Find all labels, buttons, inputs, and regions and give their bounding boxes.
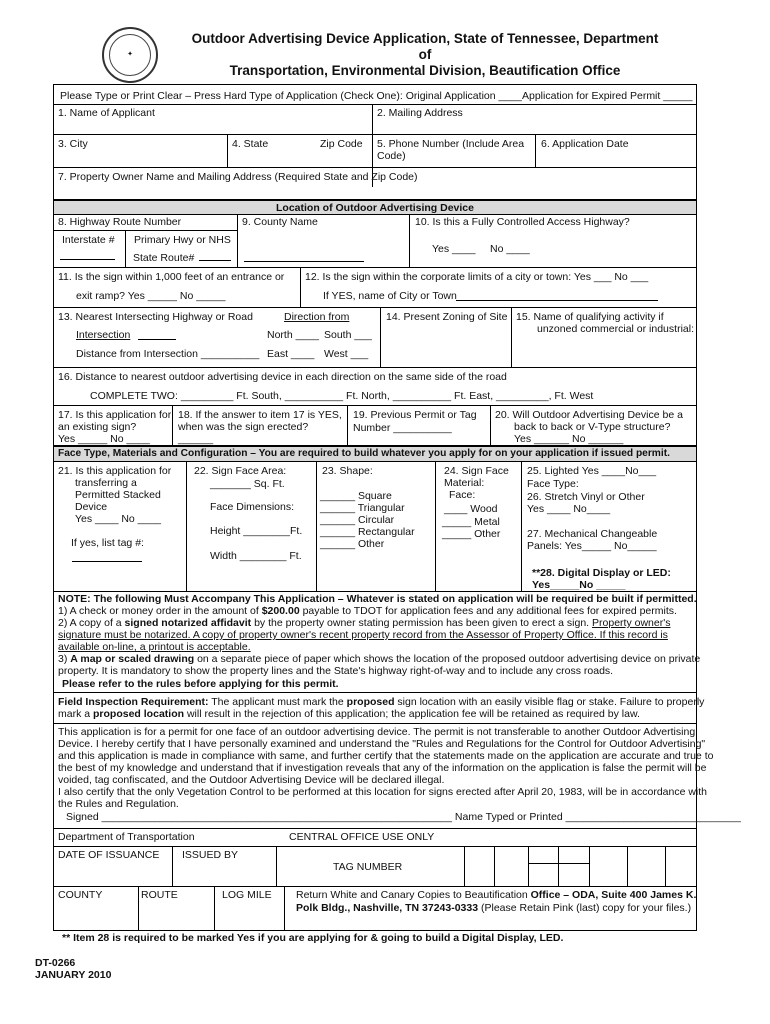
note-1a: 1) A check or money order in the amount of (58, 605, 262, 617)
transfer-tag-number[interactable]: If yes, list tag #: (71, 537, 144, 549)
fi-d: sign location with an easily visible flag or stake. Failure to properly (394, 696, 705, 708)
cert-line-5: voided, tag confiscated, and the Outdoor Advertising Device will be declared illegal. (58, 774, 445, 786)
field-digital-display: **28. Digital Display or LED: (532, 567, 671, 579)
existing-sign-yes-no[interactable]: Yes _____ No ____ (58, 433, 150, 445)
office-date-issuance[interactable]: DATE OF ISSUANCE (58, 849, 160, 861)
field-sign-face-material: 24. Sign Face (444, 465, 509, 477)
field-nearest-highway: 13. Nearest Intersecting Highway or Road (58, 311, 253, 323)
f21-line-4: Device (75, 501, 108, 513)
signature-line[interactable]: Signed ____________________________________________________________ Name Typed or Printed ______________________________ (66, 811, 741, 823)
cert-line-1: This application is for a permit for one face of an outdoor advertising device. The permit is not transferable to another Outdoor Advertising (58, 726, 696, 738)
ret-1a: Return White and Canary Copies to Beautification (296, 889, 531, 901)
ret-2b: (Please Retain Pink (last) copy for your files.) (478, 902, 692, 914)
field-name-of-applicant[interactable]: 1. Name of Applicant (58, 107, 155, 119)
title-line-2: Transportation, Environmental Division, Beautification Office (229, 63, 621, 78)
seal-emblem: ✦ (109, 34, 151, 76)
field-stretch-vinyl: 26. Stretch Vinyl or Other (527, 491, 645, 503)
face-heading: Face Type, Materials and Configuration – You are required to build whatever you apply for on your application if issued permit. (58, 448, 670, 459)
field-previous-permit: 19. Previous Permit or Tag (353, 409, 477, 421)
note-item-3 (58, 653, 700, 665)
face-width[interactable]: Width ________ Ft. (210, 550, 302, 562)
form-id: DT-0266 (35, 957, 76, 969)
office-tag-number[interactable]: TAG NUMBER (333, 861, 403, 873)
title-line-1: Outdoor Advertising Device Application, State of Tennessee, Department of (191, 31, 659, 62)
direction-west[interactable]: West ___ (324, 348, 369, 360)
field-primary-hwy[interactable]: Primary Hwy or NHS (134, 234, 231, 246)
face-type-label: Face Type: (527, 478, 579, 490)
field-state-route[interactable]: State Route# (133, 252, 195, 264)
controlled-access-no[interactable]: No ____ (490, 243, 530, 255)
cert-line-2: Device. I hereby certify that I have personally examined and understand the "Rules and Regulations for the Control for Outdoor Advertising" (58, 738, 706, 750)
note-item-2-line-3: available on-line, a printout is acceptable. (58, 641, 251, 653)
f21-line-2: transferring a (75, 477, 137, 489)
direction-east[interactable]: East ____ (267, 348, 315, 360)
distance-complete-two[interactable]: COMPLETE TWO: _________ Ft. South, __________ Ft. North, __________ Ft. East, _________, Ft. West (90, 390, 594, 402)
field-application-date[interactable]: 6. Application Date (541, 138, 629, 150)
application-form (53, 84, 741, 931)
form-date: JANUARY 2010 (35, 969, 112, 981)
office-dept: Department of Transportation (58, 831, 195, 843)
digital-display-yes-no[interactable]: Yes_____No _____ (532, 579, 626, 591)
shape-other[interactable]: ______ Other (320, 538, 385, 550)
fi-e: mark a (58, 708, 94, 720)
direction-south[interactable]: South ___ (324, 329, 372, 341)
location-heading: Location of Outdoor Advertising Device (276, 202, 474, 214)
footnote: ** Item 28 is required to be marked Yes if you are applying for & going to build a Digital Display, LED. (62, 932, 564, 944)
note-2a: 2) A copy of a (58, 617, 125, 629)
field-corporate-limits[interactable]: 12. Is the sign within the corporate limits of a city or town: Yes ___ No ___ (305, 271, 649, 283)
field-county-name[interactable]: 9. County Name (242, 216, 318, 228)
note-heading: NOTE: The following Must Accompany This Application – Whatever is stated on application will be required be built if permitted. (58, 593, 697, 605)
material-other[interactable]: _____ Other (442, 528, 501, 540)
field-transfer-stacked: 21. Is this application for (58, 465, 172, 477)
field-back-to-back: 20. Will Outdoor Advertising Device be a (495, 409, 683, 421)
page-title (190, 31, 660, 79)
intersection-label[interactable]: Intersection (76, 329, 131, 341)
cert-line-4: the best of my knowledge and understand that if investigation reveals that any of the information on the application is false the permit will be (58, 762, 707, 774)
face-height[interactable]: Height ________Ft. (210, 525, 303, 537)
field-city[interactable]: 3. City (58, 138, 88, 150)
shape-square[interactable]: ______ Square (320, 490, 392, 502)
field-lighted[interactable]: 25. Lighted Yes ____No___ (527, 465, 657, 477)
note-map: A map or scaled drawing (70, 653, 195, 665)
field-distance-nearest: 16. Distance to nearest outdoor advertising device in each direction on the same side of the road (58, 371, 507, 383)
state-seal (102, 27, 158, 83)
office-county[interactable]: COUNTY (58, 889, 103, 901)
field-controlled-access: 10. Is this a Fully Controlled Access Highway? (415, 216, 630, 228)
cert-line-6: I also certify that the only Vegetation Control to be performed at this location for signs erected after April 20, 1983, will be in accordance with (58, 786, 708, 798)
note-2d: Property owner's (592, 617, 671, 629)
fi-c: proposed (346, 696, 395, 708)
cert-line-3: and this application is made in compliance with same, and further certify that the statements made on the application are accurate and true to (58, 750, 714, 762)
fi-b: The applicant must mark the (208, 696, 347, 708)
field-within-1000ft: 11. Is the sign within 1,000 feet of an entrance or (58, 271, 285, 283)
field-phone-number[interactable]: 5. Phone Number (Include Area (377, 138, 525, 150)
ret-1b: Office – ODA, Suite 400 James K. (530, 889, 697, 901)
fi-g: will result in the rejection of this application; the application fee will be retained as required by law. (184, 708, 640, 720)
previous-permit-number[interactable]: Number __________ (353, 422, 452, 434)
field-sign-erected-2: when was the sign erected? (178, 421, 309, 433)
fi-f: proposed location (93, 708, 185, 720)
shape-circular[interactable]: ______ Circular (320, 514, 395, 526)
office-log-mile[interactable]: LOG MILE (222, 889, 272, 901)
note-3a: 3) (58, 653, 71, 665)
field-sign-erected: 18. If the answer to item 17 is YES, (178, 409, 342, 421)
note-affidavit: signed notarized affidavit (124, 617, 252, 629)
header-instructions: Please Type or Print Clear – Press Hard Type of Application (Check One): Original Application ____ (60, 90, 522, 102)
office-issued-by[interactable]: ISSUED BY (182, 849, 239, 861)
field-qualifying-activity[interactable]: 15. Name of qualifying activity if (516, 311, 664, 323)
field-back-to-back-2: back to back or V-Type structure? (514, 421, 671, 433)
controlled-access-yes[interactable]: Yes ____ (432, 243, 476, 255)
field-inspection-line-1 (58, 696, 704, 708)
field-exit-ramp[interactable]: exit ramp? Yes _____ No _____ (76, 290, 226, 302)
field-phone-code: Code) (377, 150, 406, 162)
note-fee: $200.00 (261, 605, 300, 617)
sign-face-sqft[interactable]: _______ Sq. Ft. (210, 478, 285, 490)
note-item-2 (58, 617, 670, 629)
field-shape: 23. Shape: (322, 465, 373, 477)
field-city-town-name: If YES, name of City or Town (323, 290, 457, 302)
field-present-zoning[interactable]: 14. Present Zoning of Site (386, 311, 508, 323)
field-existing-sign: 17. Is this application for (58, 409, 172, 421)
note-item-3-line-2: property. It is mandatory to show the property lines and the State's highway right-of-way and to include any cross roads. (58, 665, 614, 677)
material-label: Material: (444, 477, 485, 489)
mechanical-yes-no[interactable]: Panels: Yes_____ No_____ (527, 540, 657, 552)
shape-rectangular[interactable]: ______ Rectangular (320, 526, 415, 538)
note-rules: Please refer to the rules before applying for this permit. (62, 678, 339, 690)
field-state[interactable]: 4. State (232, 138, 269, 150)
material-wood[interactable]: ____ Wood (444, 503, 498, 515)
return-instructions-2 (296, 902, 691, 914)
note-2c: by the property owner stating permission has been given to erect a sign. (251, 617, 593, 629)
field-property-owner[interactable]: 7. Property Owner Name and Mailing Address (Required State and Zip Code) (58, 171, 418, 183)
expired-permit-option[interactable]: Application for Expired Permit _____ (522, 90, 693, 102)
field-mechanical-changeable: 27. Mechanical Changeable (527, 528, 658, 540)
face-label: Face: (449, 489, 476, 501)
field-mailing-address[interactable]: 2. Mailing Address (377, 107, 463, 119)
note-3c: on a separate piece of paper which shows the location of the proposed outdoor advertising device on private (194, 653, 701, 665)
note-item-1 (58, 605, 677, 617)
back-to-back-yes-no[interactable]: Yes ______ No ______ (514, 433, 624, 445)
fi-a: Field Inspection Requirement: (58, 696, 209, 708)
transfer-yes-no[interactable]: Yes ____ No ____ (75, 513, 162, 525)
direction-north[interactable]: North ____ (267, 329, 319, 341)
field-inspection-line-2 (58, 708, 640, 720)
note-item-2-line-2: signature must be notarized. A copy of property owner's recent property record from the Assessor of Property Office. If this record is (58, 629, 668, 641)
distance-from-intersection[interactable]: Distance from Intersection __________ (76, 348, 260, 360)
f21-line-3: Permitted Stacked (75, 489, 161, 501)
office-central-use: CENTRAL OFFICE USE ONLY (289, 831, 435, 843)
field-sign-face-area: 22. Sign Face Area: (194, 465, 287, 477)
field-qualifying-activity-2: unzoned commercial or industrial: (537, 323, 694, 335)
stretch-vinyl-yes-no[interactable]: Yes ____ No____ (527, 503, 611, 515)
shape-triangular[interactable]: ______ Triangular (320, 502, 405, 514)
return-instructions-1 (296, 889, 696, 901)
sign-erected-date[interactable]: ______ (178, 433, 214, 445)
ret-2a: Polk Bldg., Nashville, TN 37243-0333 (296, 902, 479, 914)
direction-from-label: Direction from (284, 311, 350, 323)
office-route[interactable]: ROUTE (141, 889, 178, 901)
cert-line-7: the Rules and Regulation. (58, 798, 179, 810)
note-1c: payable to TDOT for application fees and any additional fees for expired permits. (299, 605, 677, 617)
field-highway-route: 8. Highway Route Number (58, 216, 182, 228)
field-interstate[interactable]: Interstate # (62, 234, 115, 246)
field-existing-sign-2: an existing sign? (58, 421, 137, 433)
face-dimensions-label: Face Dimensions: (210, 501, 295, 513)
material-metal[interactable]: _____ Metal (442, 516, 500, 528)
field-zip-code[interactable]: Zip Code (320, 138, 363, 150)
